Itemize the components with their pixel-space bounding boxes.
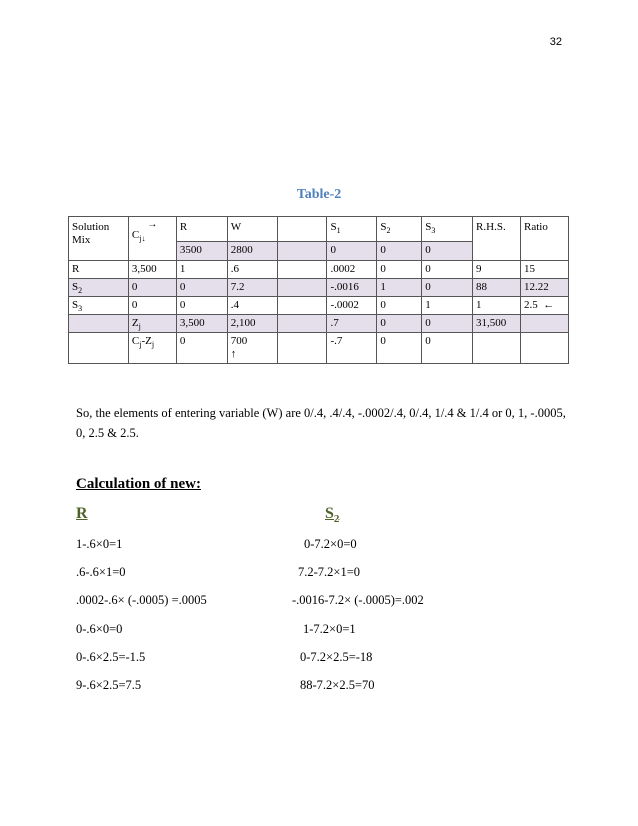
header-col-r: R [176, 217, 227, 242]
calculation-heading: Calculation of new: [76, 476, 201, 492]
cj-value-r: 3500 [176, 242, 227, 261]
cj-value-s2: 0 [377, 242, 422, 261]
header-cj: → $C_{j↓}$ [128, 217, 176, 261]
header-col-rhs: R.H.S. [473, 217, 521, 261]
r-calc-line: .0002-.6× (-.0005) =.0005 [76, 593, 207, 607]
table-row-r: R 3,500 1 .6 .0002 0 0 9 15 [69, 261, 569, 279]
header-col-ratio: Ratio [520, 217, 568, 261]
entering-variable-paragraph: So, the elements of entering variable (W) are 0/.4, .4/.4, -.0002/.4, 0/.4, 1/.4 & 1/.4 or 0, 1, -.0005, 0, 2.5 & 2.5. [76, 406, 566, 440]
s2-calc-line: 0-7.2×2.5=-18 [300, 650, 373, 664]
table-row-zj: $Z_j$ 3,500 2,100 .7 0 0 31,500 [69, 315, 569, 333]
table-title: Table-2 [296, 187, 342, 202]
r-calc-line: 0-.6×0=0 [76, 622, 123, 636]
table-row-cj-zj: $C_j-Z_j$ 0 700 ↑ -.7 0 0 [69, 333, 569, 364]
column-r-title: R [76, 505, 88, 522]
right-arrow-icon: → [147, 219, 158, 230]
cj-value-s3: 0 [422, 242, 473, 261]
cj-value-s1: 0 [327, 242, 377, 261]
s2-calc-line: 1-7.2×0=1 [303, 622, 356, 636]
table-row-s3: $S_3$ 0 0 .4 -.0002 0 1 1 2.5 ← [69, 297, 569, 315]
s2-calc-line: 88-7.2×2.5=70 [300, 678, 375, 692]
header-col-w: W [227, 217, 277, 242]
s2-calc-line: 0-7.2×0=0 [304, 537, 357, 551]
header-col-s1: $S_1$ [327, 217, 377, 242]
header-col-s3: $S_3$ [422, 217, 473, 242]
ratio-leaving-cell: 2.5 ← [520, 297, 568, 315]
r-calc-line: 1-.6×0=1 [76, 537, 123, 551]
s2-calc-line: 7.2-7.2×1=0 [298, 565, 361, 579]
table-row-s2: $S_2$ 0 0 7.2 -.0016 1 0 88 12.22 [69, 279, 569, 297]
page-number: 32 [549, 36, 562, 48]
up-arrow-icon: ↑ [230, 348, 237, 360]
r-calc-line: 9-.6×2.5=7.5 [76, 678, 142, 692]
header-col-blank [277, 217, 327, 242]
r-calc-line: 0-.6×2.5=-1.5 [76, 650, 146, 664]
r-calc-line: .6-.6×1=0 [76, 565, 126, 579]
column-s2-title: $S_2$ [325, 505, 340, 526]
simplex-table [68, 216, 569, 364]
header-solution-mix: Solution Mix [69, 217, 129, 261]
s2-calc-line: -.0016-7.2× (-.0005)=.002 [292, 593, 424, 607]
cj-value-w: 2800 [227, 242, 277, 261]
cj-value-blank [277, 242, 327, 261]
header-col-s2: $S_2$ [377, 217, 422, 242]
